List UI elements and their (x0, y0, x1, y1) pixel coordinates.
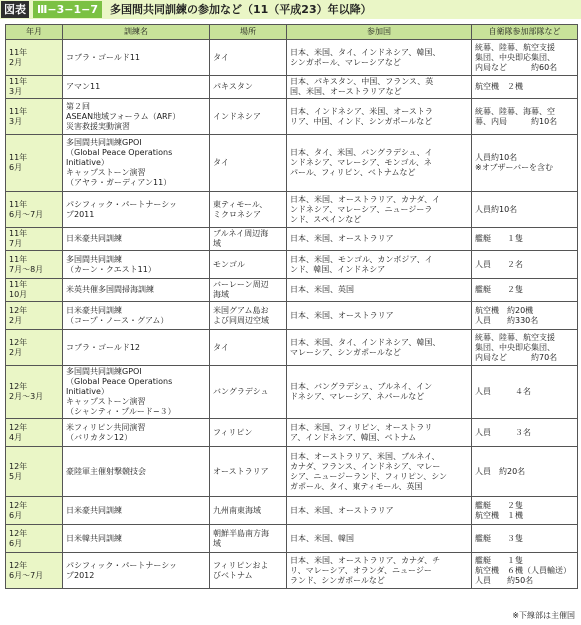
cell-place: フィリピンおよ びベトナム (210, 553, 287, 589)
cell-place: タイ (210, 330, 287, 366)
footnote: ※下線部は主催国 (512, 611, 575, 620)
cell-place: オーストラリア (210, 447, 287, 497)
cell-units: 航空機 ２機 (472, 76, 578, 99)
cell-countries: 日本、インドネシア、米国、オーストラ リア、中国、インド、シンガポールなど (287, 99, 472, 135)
header-units: 自衛隊参加部隊など (472, 25, 578, 40)
cell-countries: 日本、米国、韓国 (287, 525, 472, 553)
cell-place: タイ (210, 135, 287, 192)
figure-header (0, 0, 581, 19)
table-row (6, 525, 578, 553)
cell-date: 12年 2月 (6, 330, 63, 366)
cell-date: 12年 2月 (6, 302, 63, 330)
table-row (6, 302, 578, 330)
cell-place: ブルネイ周辺海 域 (210, 228, 287, 251)
cell-name: 多国間共同訓練GPOI （Global Peace Operations Initiative） キャップストーン演習 （アヤラ・ガーディアン11） (63, 135, 210, 192)
figure-number: Ⅲ−3−1−7 (33, 1, 102, 18)
table-row (6, 40, 578, 76)
cell-name: 日米豪共同訓練 (63, 497, 210, 525)
cell-name: 多国間共同訓練 （カーン・クエスト11） (63, 251, 210, 279)
cell-countries: 日本、米国、タイ、インドネシア、韓国、 マレーシア、シンガポールなど (287, 330, 472, 366)
table-row (6, 251, 578, 279)
exercise-table (5, 24, 578, 589)
cell-date: 11年 3月 (6, 76, 63, 99)
cell-countries: 日本、タイ、米国、バングラデシュ、イ ンドネシア、マレーシア、モンゴル、ネ パール、フィリピン、ベトナムなど (287, 135, 472, 192)
cell-name: 米英共催多国間掃海訓練 (63, 279, 210, 302)
cell-name: パシフィック・パートナーシッ プ2012 (63, 553, 210, 589)
cell-name: 第２回 ASEAN地域フォーラム（ARF） 災害救援実動演習 (63, 99, 210, 135)
cell-name: 日米豪共同訓練 （コープ・ノース・グアム） (63, 302, 210, 330)
cell-countries: 日本、バングラデシュ、ブルネイ、イン ドネシア、マレーシア、ネパールなど (287, 366, 472, 419)
table-row (6, 366, 578, 419)
cell-date: 12年 2月〜3月 (6, 366, 63, 419)
table-row (6, 192, 578, 228)
table-row (6, 76, 578, 99)
cell-place: インドネシア (210, 99, 287, 135)
table-header-row (6, 25, 578, 40)
cell-units: 統幕、陸幕、航空支援 集団、中央即応集団、 内局など 約60名 (472, 40, 578, 76)
cell-place: フィリピン (210, 419, 287, 447)
cell-place: 朝鮮半島南方海 域 (210, 525, 287, 553)
header-countries: 参加国 (287, 25, 472, 40)
cell-date: 12年 6月〜7月 (6, 553, 63, 589)
cell-name: コブラ・ゴールド11 (63, 40, 210, 76)
cell-units: 統幕、陸幕、航空支援 集団、中央即応集団、 内局など 約70名 (472, 330, 578, 366)
figure-tag: 図表 (1, 1, 29, 18)
cell-place: パキスタン (210, 76, 287, 99)
table-row (6, 279, 578, 302)
cell-countries: 日本、米国、オーストラリア、カナダ、チ リ、マレーシア、オランダ、ニュージー ランド、シンガポールなど (287, 553, 472, 589)
cell-countries: 日本、米国、オーストラリア (287, 497, 472, 525)
cell-date: 11年 3月 (6, 99, 63, 135)
header-place: 場所 (210, 25, 287, 40)
cell-units: 人員 ３名 (472, 419, 578, 447)
cell-place: バーレーン周辺 海域 (210, 279, 287, 302)
table-row (6, 419, 578, 447)
cell-name: パシフィック・パートナーシッ プ2011 (63, 192, 210, 228)
cell-date: 11年 6月 (6, 135, 63, 192)
cell-units: 艦艇 ３隻 (472, 525, 578, 553)
cell-place: 米国グアム島お よび同周辺空域 (210, 302, 287, 330)
table-row (6, 447, 578, 497)
cell-name: 豪陸軍主催射撃競技会 (63, 447, 210, 497)
table-row (6, 497, 578, 525)
table-row (6, 135, 578, 192)
cell-countries: 日本、米国、タイ、インドネシア、韓国、 シンガポール、マレーシアなど (287, 40, 472, 76)
cell-date: 11年 6月〜7月 (6, 192, 63, 228)
header-date: 年月 (6, 25, 63, 40)
cell-place: バングラデシュ (210, 366, 287, 419)
cell-units: 艦艇 ２隻 航空機 １機 (472, 497, 578, 525)
cell-place: 九州南東海域 (210, 497, 287, 525)
table-row (6, 553, 578, 589)
cell-date: 12年 6月 (6, 525, 63, 553)
cell-date: 11年 10月 (6, 279, 63, 302)
table-row (6, 99, 578, 135)
cell-countries: 日本、米国、英国 (287, 279, 472, 302)
cell-name: 米フィリピン共同演習 （バリカタン12） (63, 419, 210, 447)
cell-place: モンゴル (210, 251, 287, 279)
cell-name: 日米韓共同訓練 (63, 525, 210, 553)
cell-name: 多国間共同訓練GPOI （Global Peace Operations Initiative） キャップストーン演習 （シャンティ・プルード−３） (63, 366, 210, 419)
cell-name: コブラ・ゴールド12 (63, 330, 210, 366)
cell-units: 人員約10名 (472, 192, 578, 228)
cell-place: 東ティモール、 ミクロネシア (210, 192, 287, 228)
cell-units: 航空機 約20機 人員 約330名 (472, 302, 578, 330)
cell-date: 12年 5月 (6, 447, 63, 497)
cell-date: 11年 7月 (6, 228, 63, 251)
figure-title: 多国間共同訓練の参加など（11（平成23）年以降） (110, 3, 372, 16)
cell-date: 12年 6月 (6, 497, 63, 525)
cell-units: 艦艇 ２隻 (472, 279, 578, 302)
table-row (6, 330, 578, 366)
cell-units: 人員 ２名 (472, 251, 578, 279)
cell-name: アマン11 (63, 76, 210, 99)
cell-units: 艦艇 １隻 (472, 228, 578, 251)
cell-countries: 日本、米国、モンゴル、カンボジア、イ ンド、韓国、インドネシア (287, 251, 472, 279)
cell-countries: 日本、米国、オーストラリア (287, 228, 472, 251)
cell-countries: 日本、米国、フィリピン、オーストラリ ア、インドネシア、韓国、ベトナム (287, 419, 472, 447)
cell-date: 11年 2月 (6, 40, 63, 76)
cell-countries: 日本、パキスタン、中国、フランス、英 国、米国、オーストラリアなど (287, 76, 472, 99)
cell-units: 人員 約20名 (472, 447, 578, 497)
cell-units: 人員 ４名 (472, 366, 578, 419)
cell-countries: 日本、米国、オーストラリア、カナダ、イ ンドネシア、マレーシア、ニュージーラ ンド、スペインなど (287, 192, 472, 228)
cell-units: 統幕、陸幕、海幕、空 幕、内局 約10名 (472, 99, 578, 135)
cell-place: タイ (210, 40, 287, 76)
cell-units: 人員約10名 ※オブザーバーを含む (472, 135, 578, 192)
header-name: 訓練名 (63, 25, 210, 40)
cell-name: 日米豪共同訓練 (63, 228, 210, 251)
cell-units: 艦艇 １隻 航空機 ６機（人員輸送） 人員 約50名 (472, 553, 578, 589)
cell-date: 11年 7月〜8月 (6, 251, 63, 279)
table-row (6, 228, 578, 251)
cell-countries: 日本、米国、オーストラリア (287, 302, 472, 330)
cell-date: 12年 4月 (6, 419, 63, 447)
cell-countries: 日本、オーストラリア、米国、ブルネイ、 カナダ、フランス、インドネシア、マレー シア、ニュージーランド、フィリピン、シン ガポール、タイ、東ティモール、英国 (287, 447, 472, 497)
